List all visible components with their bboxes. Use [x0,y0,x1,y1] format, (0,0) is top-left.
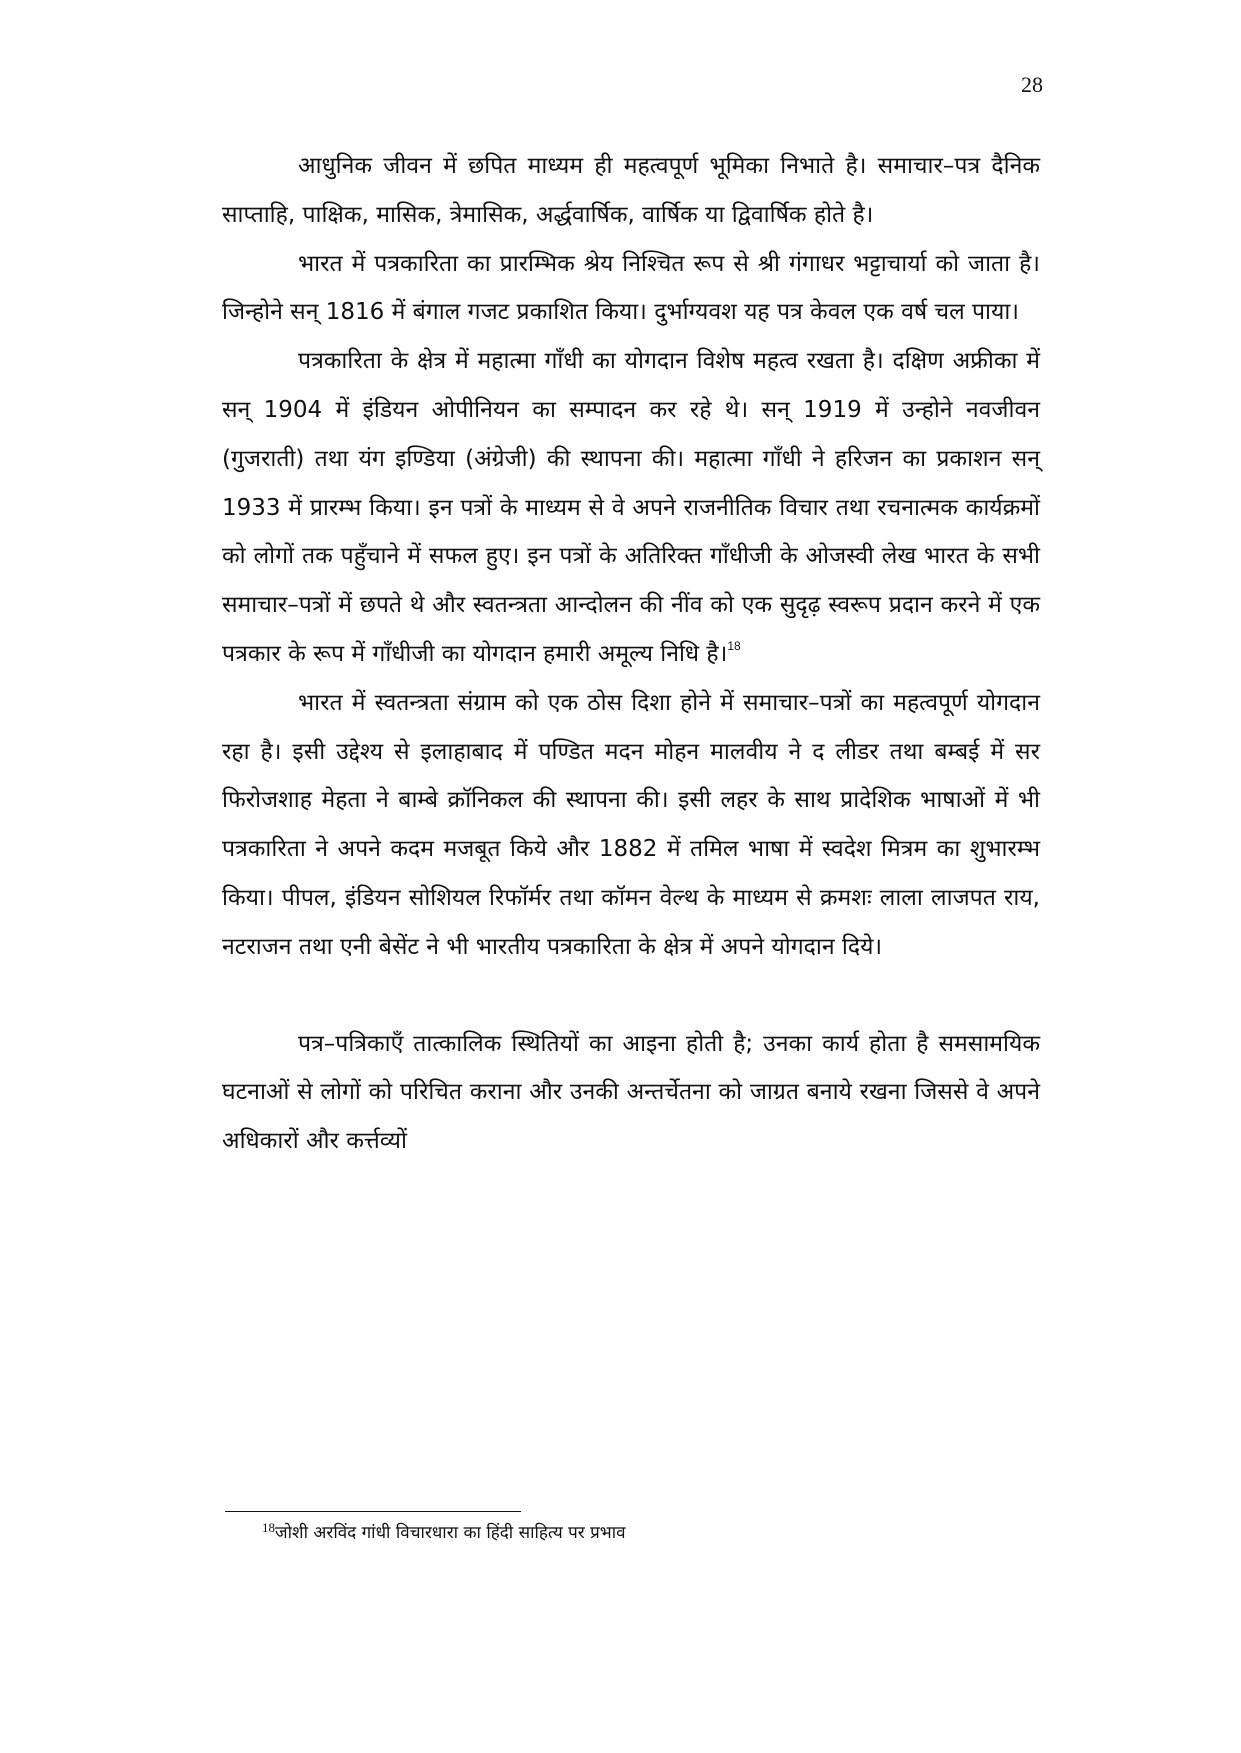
paragraph-early-journalism: भारत में पत्रकारिता का प्रारम्भिक श्रेय निश्चित रूप से श्री गंगाधर भट्टाचार्या को जाता है। जिन्होने सन् 1816 में बंगाल गजट प्रकाशित किया। दुर्भाग्यवश यह पत्र केवल एक वर्ष चल पाया। [222,250,1040,326]
footnote-reference: 18 [727,638,741,653]
footnote [262,1521,626,1545]
page-number: 28 [1021,72,1043,97]
footnote-text: जोशी अरविंद गांधी विचारधारा का हिंदी साहित्य पर प्रभाव [275,1523,626,1543]
footnote-marker: 18 [262,1520,275,1535]
paragraph-freedom-struggle: भारत में स्वतन्त्रता संग्राम को एक ठोस दिशा होने में समाचार–पत्रों का महत्वपूर्ण योगदान रहा है। इसी उद्देश्य से इलाहाबाद में पण्डित मदन मोहन मालवीय ने द लीडर तथा बम्बई में सर फिरोजशाह मेहता ने बाम्बे क्रॉनिकल की स्थापना की। इसी लहर के साथ प्रादेशिक भाषाओं में भी पत्रकारिता ने अपने कदम मजबूत किये और 1882 में तमिल भाषा में स्वदेश मित्रम का शुभारम्भ किया। पीपल, इंडियन सोशियल रिफॉर्मर तथा कॉमन वेल्थ के माध्यम से क्रमशः लाला लाजपत राय, नटराजन तथा एनी बेसेंट ने भी भारतीय पत्रकारिता के क्षेत्र में अपने योगदान दिये। [222,689,1040,960]
paragraph-periodicals: पत्र–पत्रिकाएँ तात्कालिक स्थितियों का आइना होती है; उनका कार्य होता है समसामयिक घटनाओं से लोगों को परिचित कराना और उनकी अन्तर्चेतना को जाग्रत बनाये रखना जिससे वे अपने अधिकारों और कर्त्तव्यों [222,1030,1040,1155]
body-text [222,142,1040,1166]
footnote-divider [225,1511,521,1512]
paragraph-gandhi-text: पत्रकारिता के क्षेत्र में महात्मा गाँधी का योगदान विशेष महत्व रखता है। दक्षिण अफ्रीका में सन् 1904 में इंडियन ओपीनियन का सम्पादन कर रहे थे। सन् 1919 में उन्होने नवजीवन (गुजराती) तथा यंग इण्डिया (अंग्रेजी) की स्थापना की। महात्मा गाँधी ने हरिजन का प्रकाशन सन् 1933 में प्रारम्भ किया। इन पत्रों के माध्यम से वे अपने राजनीतिक विचार तथा रचनात्मक कार्यक्रमों को लोगों तक पहुँचाने में सफल हुए। इन पत्रों के अतिरिक्त गाँधीजी के ओजस्वी लेख भारत के सभी समाचार–पत्रों में छपते थे और स्वतन्त्रता आन्दोलन की नींव को एक सुदृढ़ स्वरूप प्रदान करने में एक पत्रकार के रूप में गाँधीजी का योगदान हमारी अमूल्य निधि है। [222,348,1040,667]
paragraph-print-media: आधुनिक जीवन में छपित माध्यम ही महत्वपूर्ण भूमिका निभाते है। समाचार–पत्र दैनिक साप्ताहि, पाक्षिक, मासिक, त्रेमासिक, अर्द्धवार्षिक, वार्षिक या द्विवार्षिक होते है। [222,153,1040,228]
paragraph-gandhi-journalism [222,337,1040,679]
